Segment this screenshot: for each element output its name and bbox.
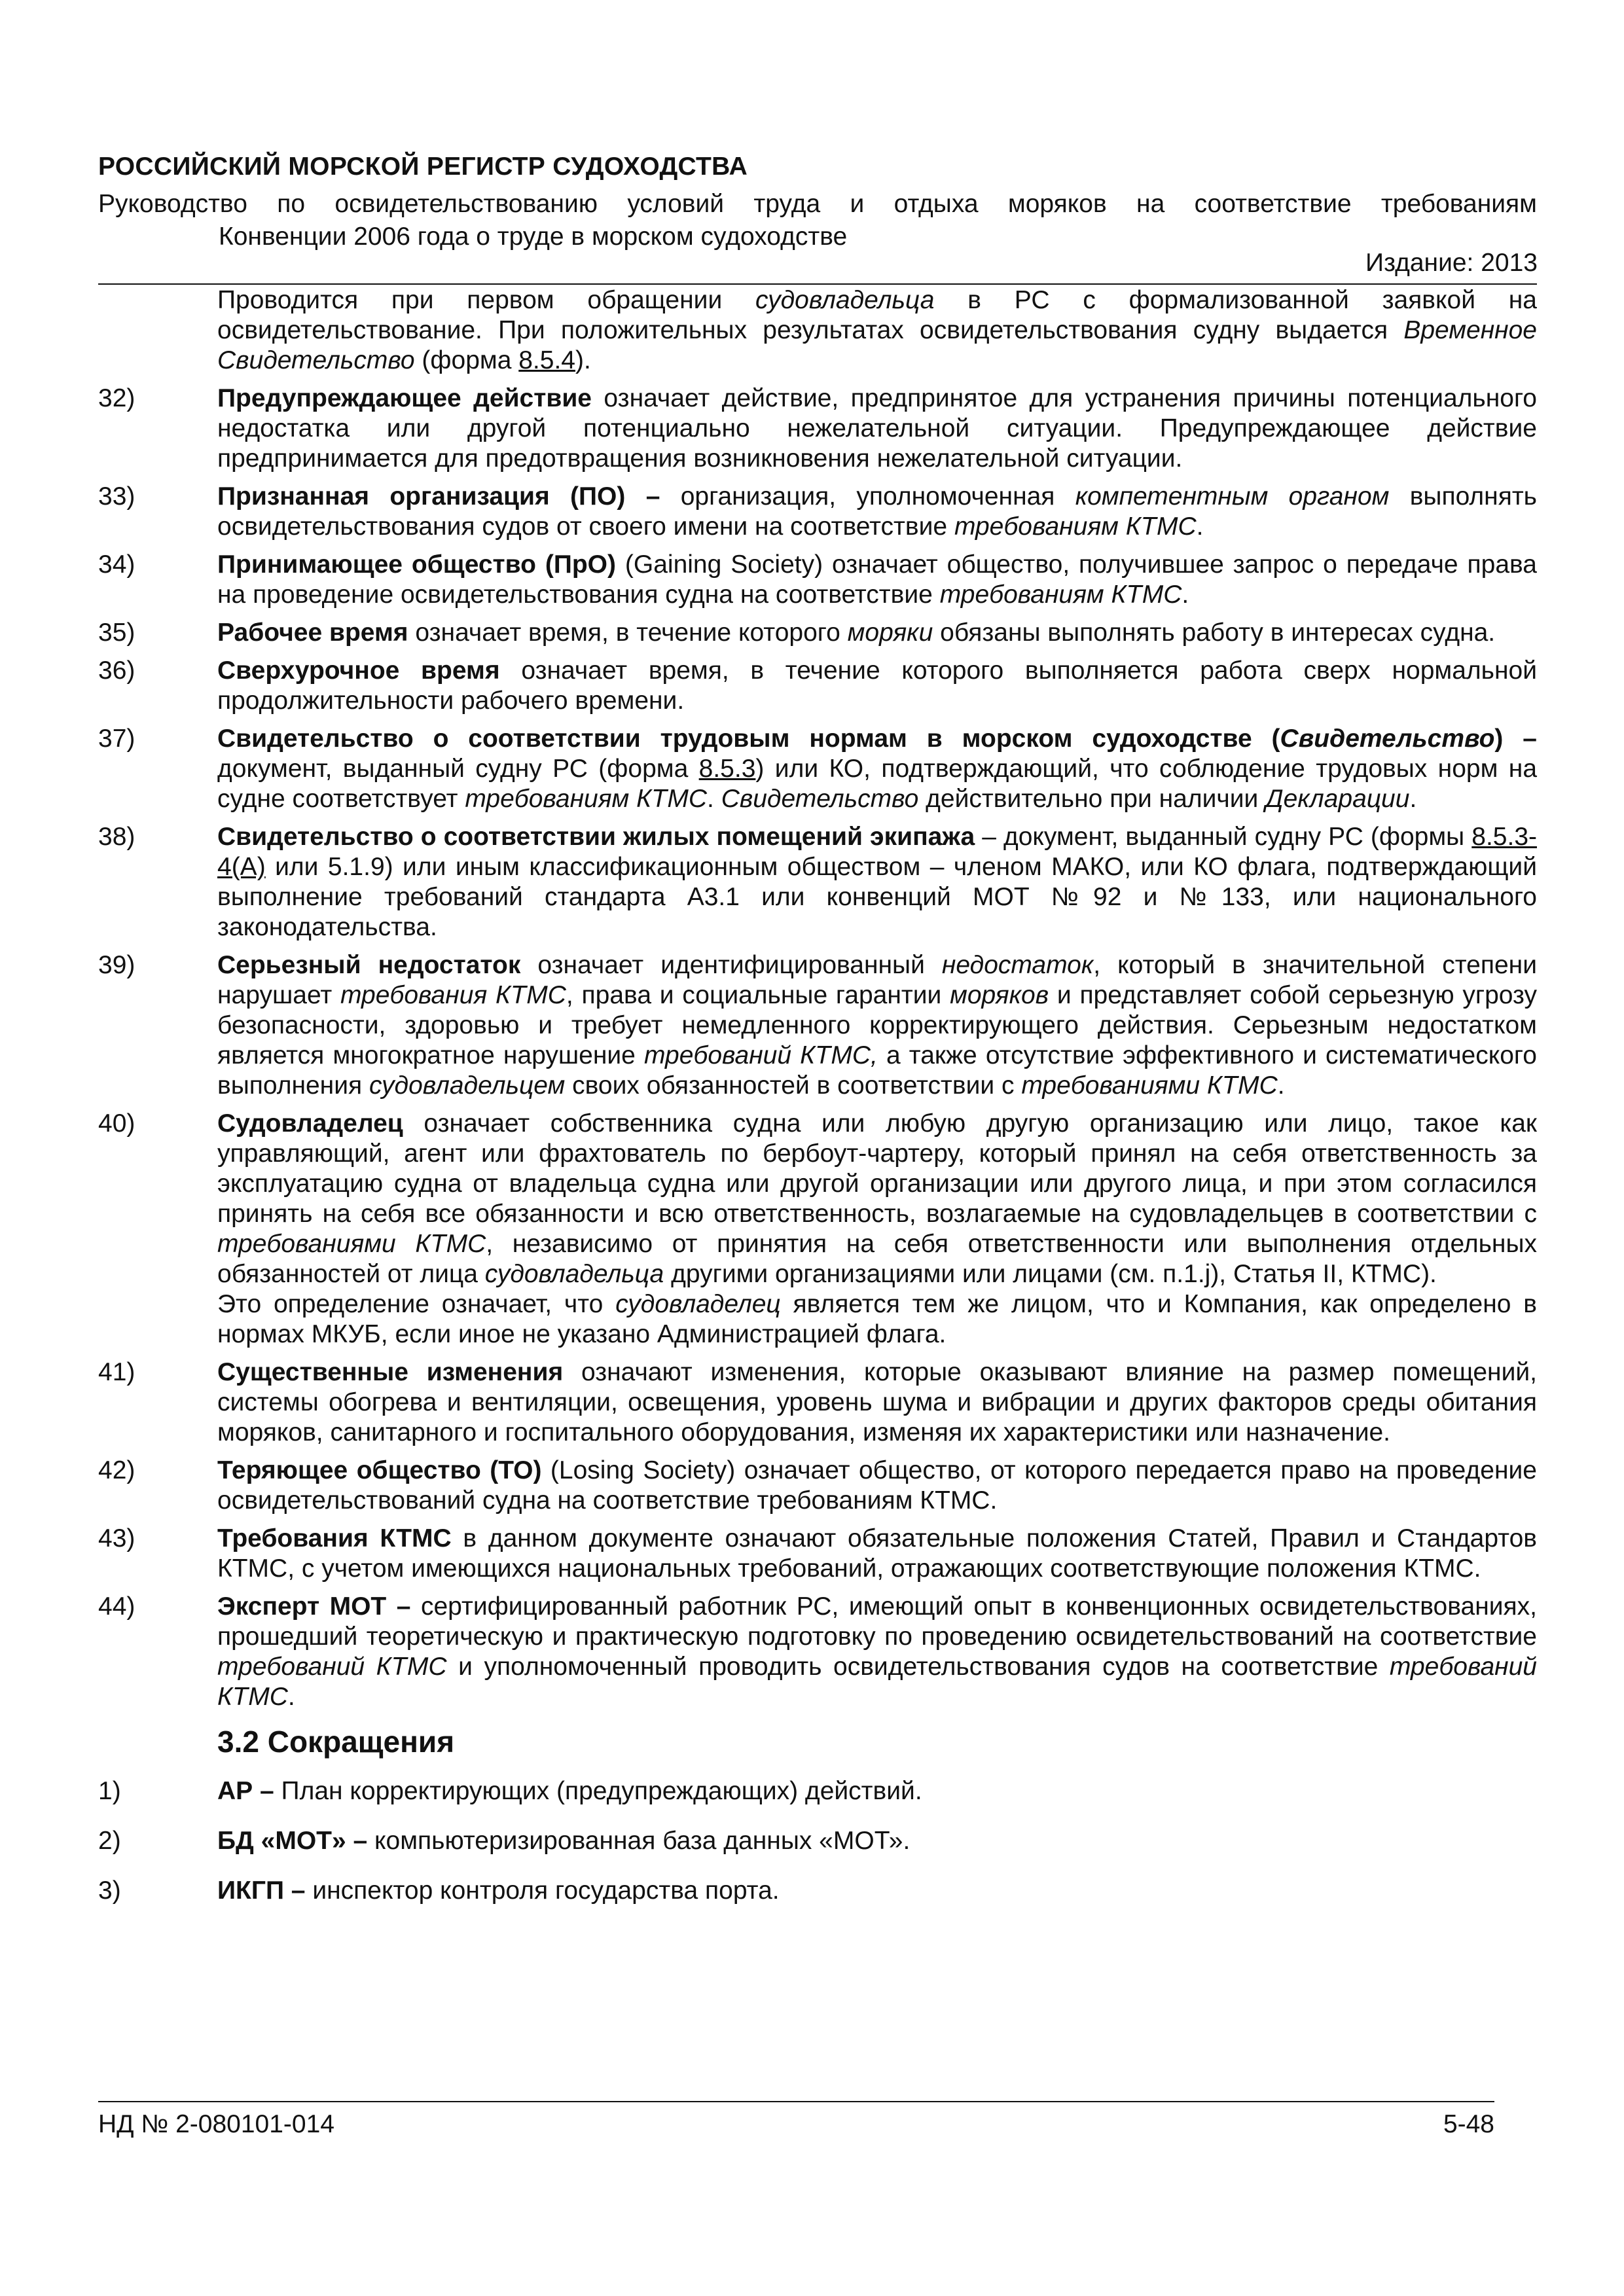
item-number: 42) <box>98 1456 135 1484</box>
item-number: 33) <box>98 482 135 511</box>
definition-35: 35) Рабочее время означает время, в течение которого моряки обязаны выполнять работу в интересах судна. <box>98 619 1496 647</box>
abbreviation-term: ИКГП – <box>217 1876 306 1905</box>
item-number: 2) <box>98 1827 121 1855</box>
item-number: 32) <box>98 384 135 412</box>
header-divider <box>98 283 1537 285</box>
abbreviation-item: 3) ИКГП – инспектор контроля государства порта. <box>98 1876 780 1905</box>
item-number: 35) <box>98 619 135 647</box>
definition-34: 34) Принимающее общество (ПрО) (Gaining Society) означает общество, получившее запрос о передаче права на проведение освидетельствования судна на соответствие требованиям КТМС. <box>98 550 1537 609</box>
subtitle-line-1: Руководство по освидетельствованию условий труда и отдыха моряков на соответствие требованиям <box>98 190 1537 218</box>
definition-43: 43) Требования КТМС в данном документе означают обязательные положения Статей, Правил и Стандартов КТМС, с учетом имеющихся национальных требований, отражающих соответствующие положения КТМС. <box>98 1524 1537 1583</box>
form-link-8-5-3[interactable]: 8.5.3 <box>698 755 756 783</box>
form-link-8-5-4[interactable]: 8.5.4 <box>518 346 575 374</box>
subtitle-line-2: Конвенции 2006 года о труде в морском судоходстве <box>219 223 848 251</box>
definition-term: Теряющее общество (ТО) <box>217 1456 542 1484</box>
definition-term: Эксперт МОТ – <box>217 1592 411 1621</box>
item-number: 38) <box>98 823 135 851</box>
item-number: 37) <box>98 725 135 753</box>
definition-term: Признанная организация (ПО) – <box>217 482 660 511</box>
definition-44: 44) Эксперт МОТ – сертифицированный работник РС, имеющий опыт в конвенционных освидетельствованиях, прошедший теоретическую и практическую подготовку по проведению освидетельствований на соответствие требований КТМС и уполномоченный проводить освидетельствования судов на соответствие требований КТМС. <box>98 1592 1537 1711</box>
definition-term: Рабочее время <box>217 619 408 647</box>
definition-term: Свидетельство о соответствии трудовым нормам в морском судоходстве ( <box>217 725 1280 753</box>
edition-label: Издание: 2013 <box>1365 249 1538 277</box>
form-link-8-5-3-4a[interactable]: 8.5.3-4(А) <box>217 823 1537 881</box>
definition-term: Предупреждающее действие <box>217 384 592 412</box>
definition-term: Требования КТМС <box>217 1524 452 1552</box>
definition-38: 38) Свидетельство о соответствии жилых помещений экипажа – документ, выданный судну РС (формы 8.5.3-4(А) или 5.1.9) или иным классификационным обществом – членом МАКО, или КО флага, подтверждающий выполнение требований стандарта А3.1 или конвенций МОТ №92 и №133, или национального законодательства. <box>98 823 1537 941</box>
definition-39: 39) Серьезный недостаток означает идентифицированный недостаток, который в значительной степени нарушает требования КТМС, права и социальные гарантии моряков и представляет собой серьезную угрозу безопасности, здоровью и требует немедленного корректирующего действия. Серьезным недостатком является многократное нарушение требований КТМС, а также отсутствие эффективного и систематического выполнения судовладельцем своих обязанностей в соответствии с требованиями КТМС. <box>98 951 1538 1100</box>
definition-37: 37) Свидетельство о соответствии трудовым нормам в морском судоходстве (Свидетельство) – документ, выданный судну РС (форма 8.5.3) или КО, подтверждающий, что соблюдение трудовых норм на судне соответствует требованиям КТМС. Свидетельство действительно при наличии Декларации. <box>98 725 1538 813</box>
definition-term: Серьезный недостаток <box>217 951 521 979</box>
item-number: 41) <box>98 1358 135 1386</box>
definition-33: 33) Признанная организация (ПО) – организация, уполномоченная компетентным органом выполнять освидетельствования судов от своего имени на соответствие требованиям КТМС. <box>98 482 1538 541</box>
abbreviation-term: АР – <box>217 1777 274 1805</box>
abbreviation-item: 1) АР – План корректирующих (предупреждающих) действий. <box>98 1777 922 1805</box>
abbreviation-item: 2) БД «МОТ» – компьютеризированная база данных «МОТ». <box>98 1827 911 1855</box>
definition-36: 36) Сверхурочное время означает время, в течение которого выполняется работа сверх нормальной продолжительности рабочего времени. <box>98 656 1537 715</box>
definition-term: Свидетельство о соответствии жилых помещений экипажа <box>217 823 975 851</box>
abbreviation-term: БД «МОТ» – <box>217 1827 368 1855</box>
document-subtitle <box>98 188 1537 253</box>
item-number: 1) <box>98 1777 121 1805</box>
continuation-paragraph: Проводится при первом обращении судовладельца в РС с формализованной заявкой на освидетельствование. При положительных результатах освидетельствования судну выдается Временное Свидетельство (форма 8.5.4). <box>217 286 1537 374</box>
footer-divider <box>98 2101 1494 2102</box>
document-number: НД № 2-080101-014 <box>98 2110 334 2138</box>
definition-32: 32) Предупреждающее действие означает действие, предпринятое для устранения причины потенциального недостатка или другой потенциально нежелательной ситуации. Предупреждающее действие предпринимается для предотвращения возникновения нежелательной ситуации. <box>98 384 1537 473</box>
item-number: 36) <box>98 656 135 685</box>
definition-term: Сверхурочное время <box>217 656 500 685</box>
item-number: 43) <box>98 1524 135 1552</box>
page-number: 5-48 <box>1443 2110 1494 2138</box>
item-number: 3) <box>98 1876 121 1905</box>
definition-40: 40) Судовладелец означает собственника судна или любую другую организацию или лицо, такое как управляющий, агент или фрахтователь по бербоут-чартеру, который принял на себя ответственность за эксплуатацию судна от владельца судна или другой организации или другого лица, и при этом согласился принять на себя все обязанности и всю ответственность, возлагаемые на судовладельцев в соответствии с требованиями КТМС, независимо от принятия на себя ответственности или выполнения отдельных обязанностей от лица судовладельца другими организациями или лицами (см. п.1.j), Статья II, КТМС). Это определение означает, что судовладелец является тем же лицом, что и Компания, как определено в нормах МКУБ, если иное не указано Администрацией флага. <box>98 1109 1537 1348</box>
definition-term: Существенные изменения <box>217 1358 564 1386</box>
definition-term: Судовладелец <box>217 1109 403 1138</box>
definition-41: 41) Существенные изменения означают изменения, которые оказывают влияние на размер помещений, системы обогрева и вентиляции, освещения, уровень шума и вибрации и других факторов среды обитания моряков, санитарного и госпитального оборудования, изменяя их характеристики или назначение. <box>98 1358 1537 1446</box>
definition-term: Принимающее общество (ПрО) <box>217 550 616 579</box>
item-number: 40) <box>98 1109 135 1138</box>
item-number: 39) <box>98 951 135 979</box>
document-body <box>98 285 1537 1926</box>
item-number: 44) <box>98 1592 135 1621</box>
item-number: 34) <box>98 550 135 579</box>
organization-title: РОССИЙСКИЙ МОРСКОЙ РЕГИСТР СУДОХОДСТВА <box>98 152 748 181</box>
section-heading: 3.2 Сокращения <box>217 1725 455 1759</box>
definition-42: 42) Теряющее общество (ТО) (Losing Society) означает общество, от которого передается право на проведение освидетельствований судна на соответствие требованиям КТМС. <box>98 1456 1537 1515</box>
